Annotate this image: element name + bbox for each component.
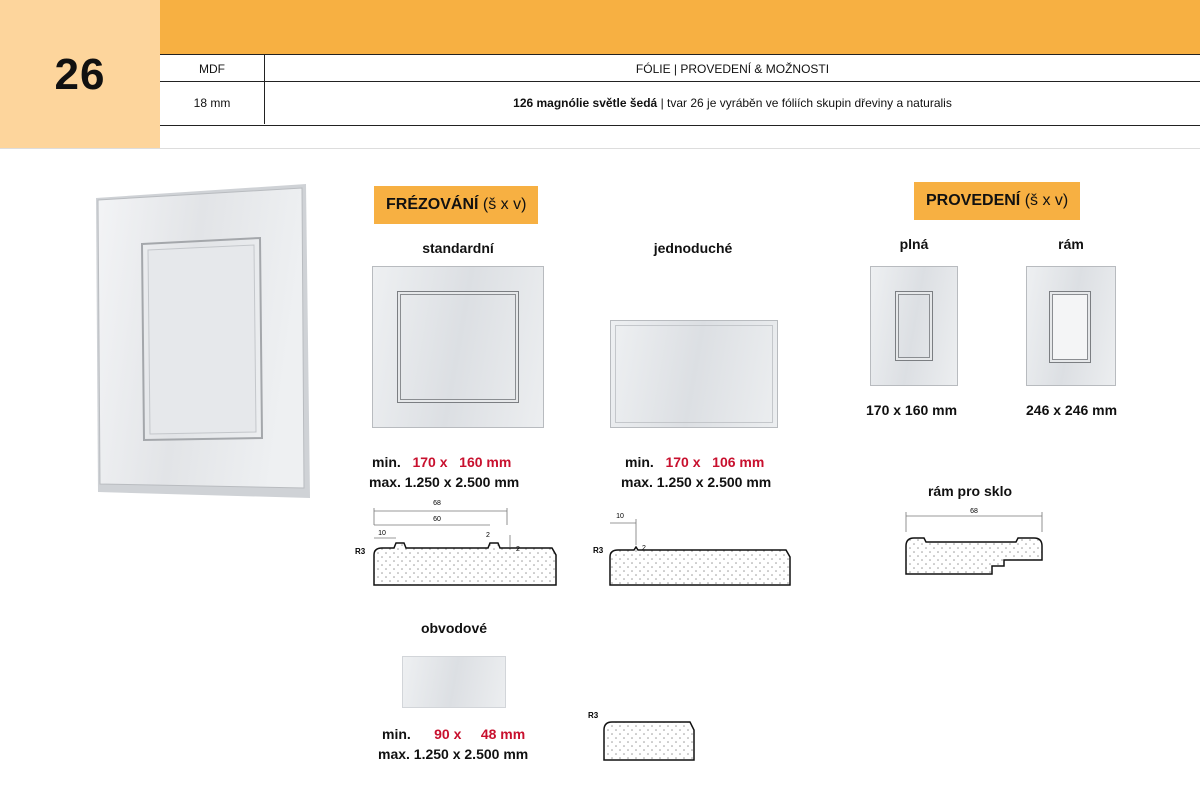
standardni-label: standardní [422, 240, 494, 256]
obvodove-min [382, 724, 525, 744]
jednoduche-panel [610, 320, 778, 428]
profile-dim-10: 10 [378, 530, 386, 537]
profile-dim-10: 10 [616, 513, 624, 520]
profile-dim-60: 60 [433, 516, 441, 523]
jednoduche-label: jednoduché [653, 240, 733, 256]
min-prefix: min. [382, 726, 411, 742]
profile-dim-68: 68 [433, 500, 441, 507]
provedeni-title: PROVEDENÍ [926, 192, 1021, 209]
ram-panel-opening [1049, 291, 1091, 363]
profile-dim-2a: 2 [486, 532, 490, 539]
header-col2-value [265, 96, 1200, 110]
material-note: | tvar 26 je vyráběn ve fóliích skupin dřeviny a naturalis [657, 96, 952, 110]
obvodove-panel [402, 656, 506, 708]
profile-dim-2b: 2 [516, 546, 520, 553]
min-width: 170 x [412, 454, 448, 470]
min-prefix: min. [625, 454, 654, 470]
min-width: 170 x [665, 454, 701, 470]
header-bar [0, 0, 1200, 54]
min-height: 160 mm [459, 454, 512, 470]
ram-panel [1026, 266, 1116, 386]
standardni-min [372, 452, 511, 472]
plna-panel [870, 266, 958, 386]
header-col1-title: MDF [199, 62, 225, 76]
ram-label: rám [1058, 236, 1084, 252]
profile-radius: R3 [593, 546, 604, 555]
profile-radius: R3 [588, 711, 599, 720]
obvodove-profile-drawing [586, 708, 706, 768]
jednoduche-panel-groove [615, 325, 773, 423]
header-col2-title: FÓLIE | PROVEDENÍ & MOŽNOSTI [635, 62, 830, 76]
ram-pro-sklo-label: rám pro sklo [927, 483, 1013, 499]
ram-pro-sklo-profile-drawing [896, 502, 1056, 582]
ram-size: 246 x 246 mm [1026, 402, 1118, 418]
jednoduche-max: max. 1.250 x 2.500 mm [621, 474, 772, 490]
min-width: 90 x [434, 726, 462, 742]
min-height: 106 mm [712, 454, 765, 470]
page-number: 26 [54, 50, 106, 99]
standardni-max: max. 1.250 x 2.500 mm [369, 474, 520, 490]
door-front-image [92, 182, 314, 500]
min-prefix: min. [372, 454, 401, 470]
jednoduche-profile-drawing [590, 505, 800, 590]
profile-radius: R3 [355, 547, 366, 556]
plna-panel-groove [895, 291, 933, 361]
obvodove-max: max. 1.250 x 2.500 mm [378, 746, 529, 762]
plna-size: 170 x 160 mm [866, 402, 958, 418]
frezovani-tab [374, 186, 538, 224]
jednoduche-min [625, 452, 764, 472]
frezovani-title: FRÉZOVÁNÍ [386, 196, 479, 213]
provedeni-title-suffix: (š x v) [1020, 192, 1069, 209]
header-col1-value: 18 mm [193, 96, 231, 110]
provedeni-tab [914, 182, 1080, 220]
frezovani-title-suffix: (š x v) [478, 196, 527, 213]
header-table-divider [160, 81, 1200, 82]
standardni-profile-drawing [352, 495, 562, 590]
material-name: 126 magnólie světle šedá [513, 96, 658, 110]
header-separator [0, 148, 1200, 149]
standardni-panel-groove [397, 291, 519, 403]
min-height: 48 mm [480, 726, 526, 742]
plna-label: plná [899, 236, 929, 252]
profile-dim-2: 2 [642, 545, 646, 552]
profile-dim-68: 68 [970, 508, 978, 515]
standardni-panel [372, 266, 544, 428]
obvodove-label: obvodové [420, 620, 488, 636]
